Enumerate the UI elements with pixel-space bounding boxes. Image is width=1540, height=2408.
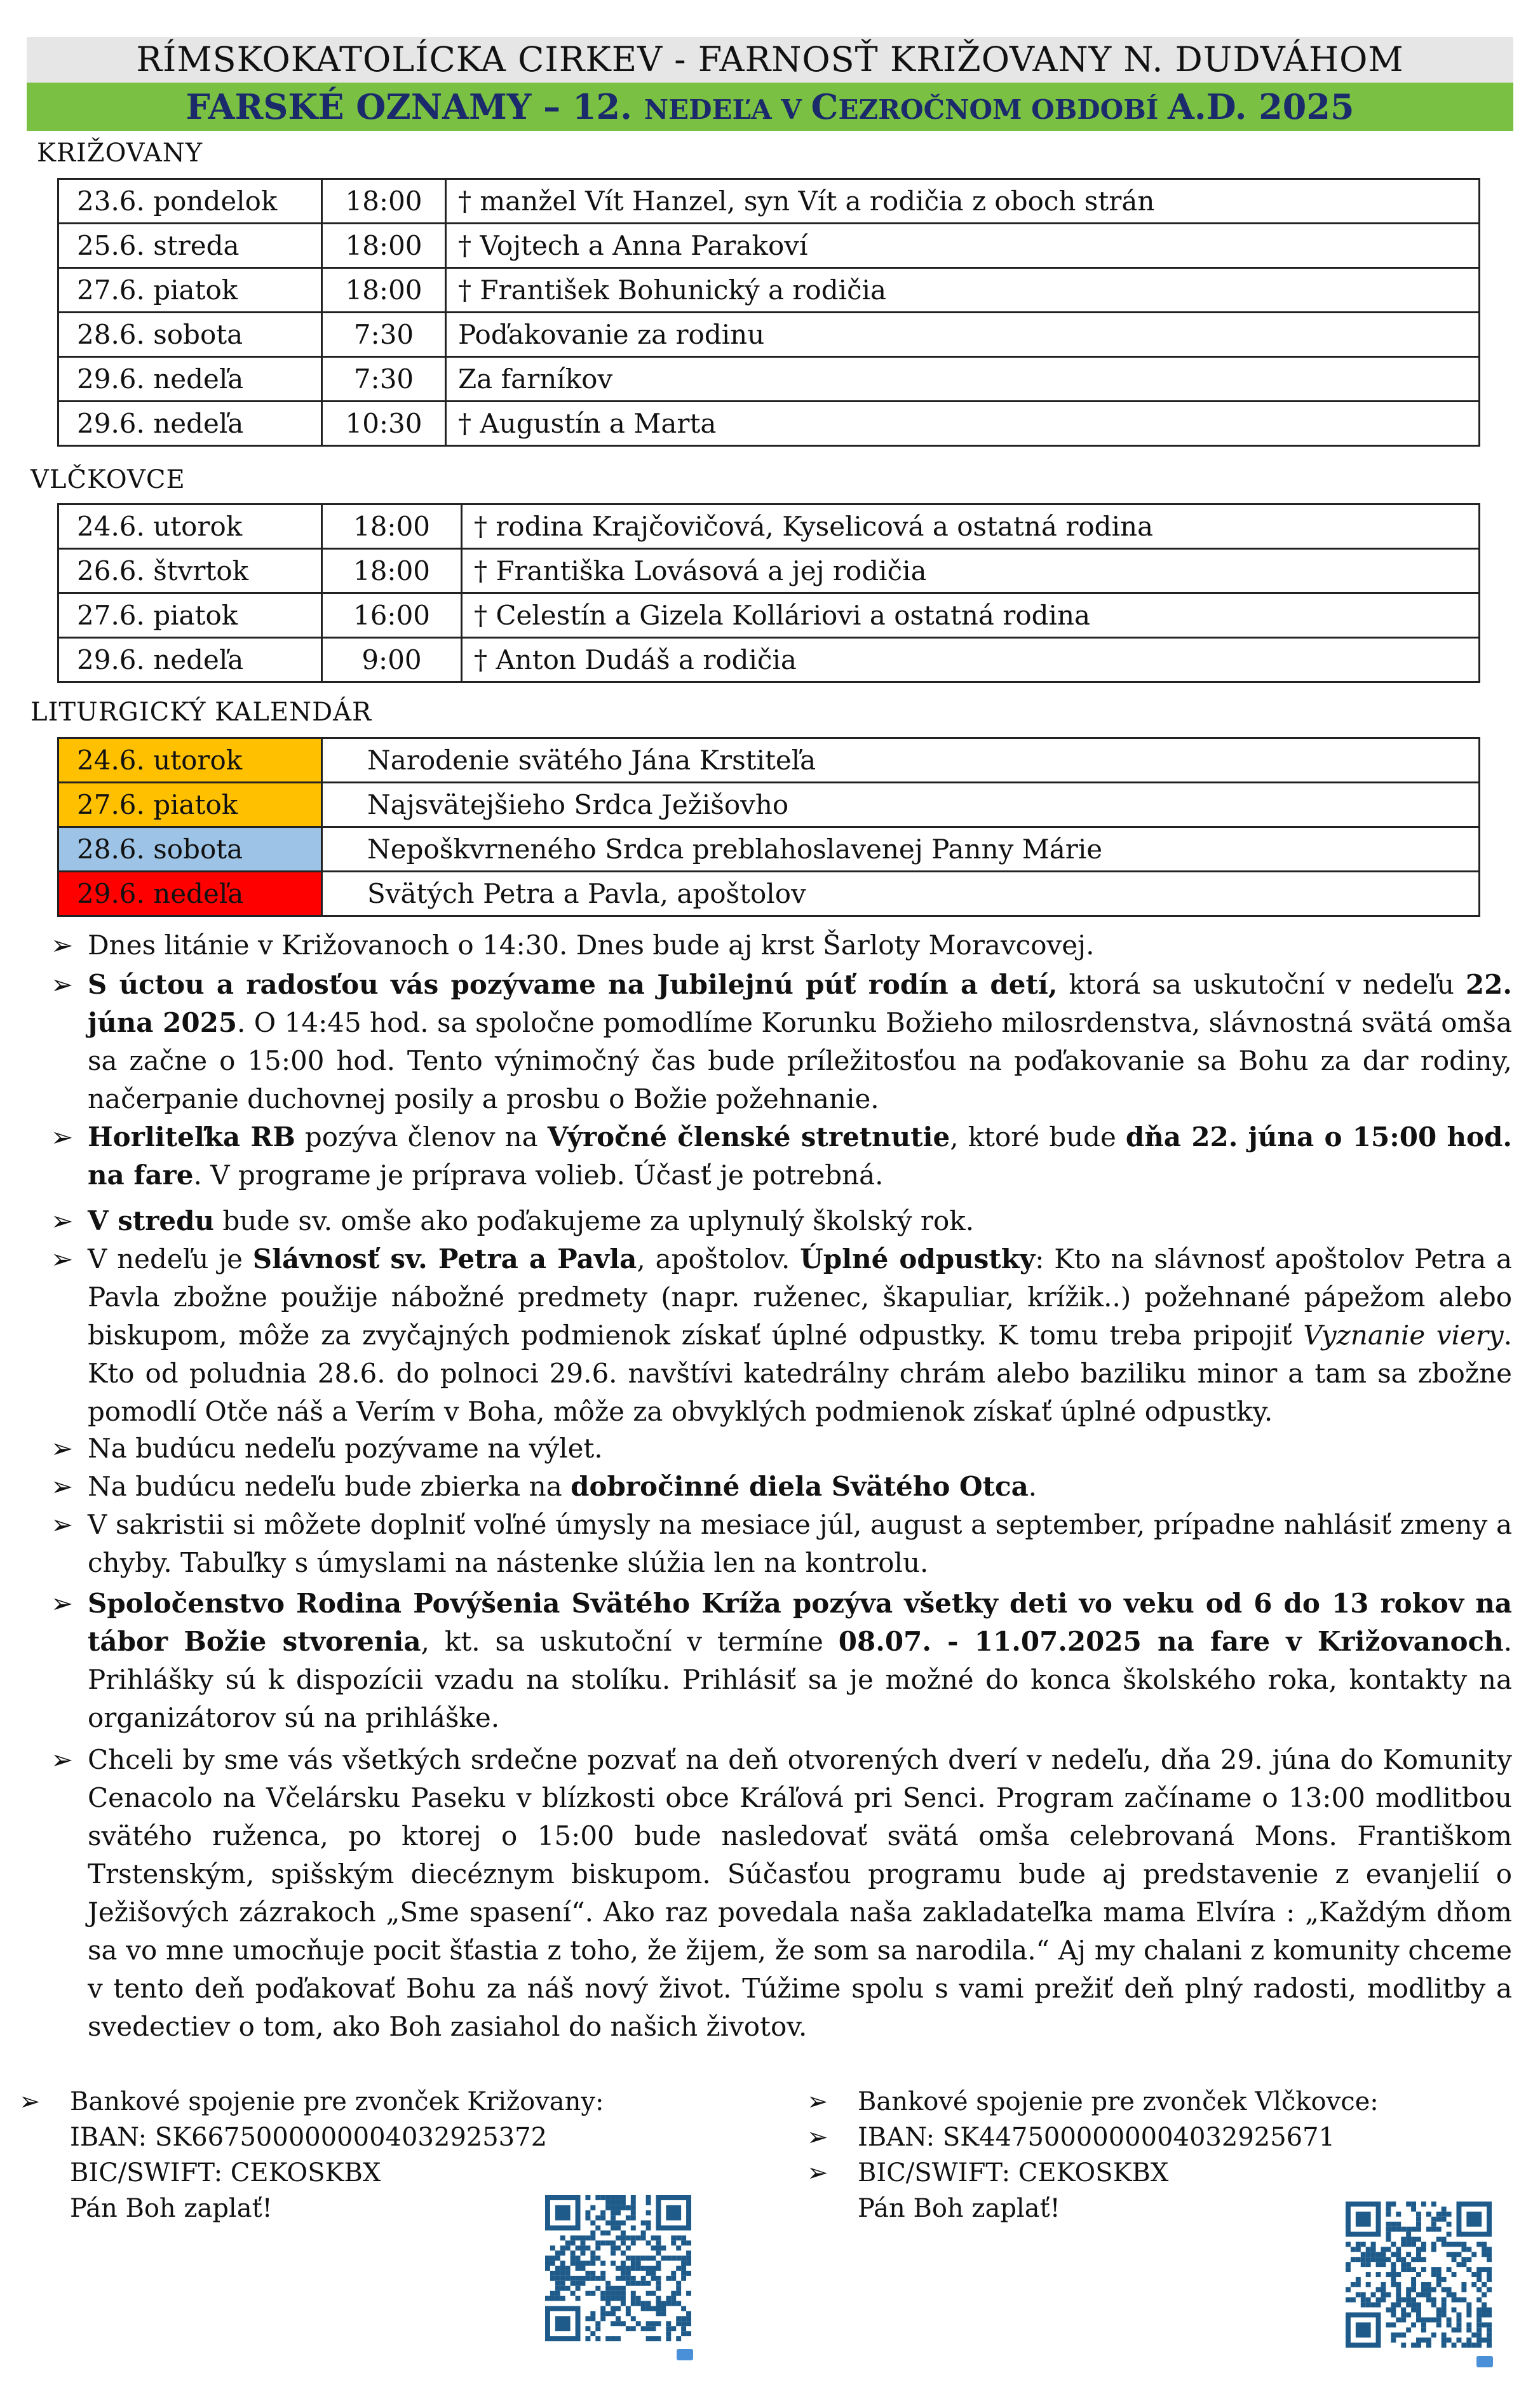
bank-text: Bankové spojenie pre zvonček Vlčkovce: <box>858 2087 1379 2116</box>
mass-intention: † Anton Dudáš a rodičia <box>462 638 1480 682</box>
mass-time: 18:00 <box>322 504 462 549</box>
calendar-row <box>58 738 1480 783</box>
mass-intention: † manžel Vít Hanzel, syn Vít a rodičia z oboch strán <box>446 179 1480 224</box>
schedule-row <box>58 638 1480 682</box>
vlckovce-schedule <box>57 503 1480 683</box>
text-run: . Kto od poludnia 28.6. do polnoci 29.6. navštívi katedrálny chrám alebo baziliku minor a tam sa zbožne pomodlí Otče náš a Verím v Boha, môže za obvyklých podmienok získať úplné odpustky. <box>88 1320 1512 1427</box>
mass-time: 18:00 <box>322 549 462 593</box>
calendar-row <box>58 827 1480 872</box>
announcement-item <box>51 1118 1512 1194</box>
mass-time: 9:00 <box>322 638 462 682</box>
emphasis: dňa 22. júna o 15:00 hod. na fare <box>88 1121 1512 1191</box>
parish-title <box>27 37 1513 83</box>
arrow-bullet-icon: ➢ <box>51 1744 74 1775</box>
announcement-item <box>51 1202 1512 1240</box>
mass-date: 23.6. pondelok <box>58 179 322 224</box>
text-run: , kt. sa uskutoční v termíne <box>421 1626 839 1657</box>
arrow-bullet-icon: ➢ <box>807 2087 828 2116</box>
text-run: . O 14:45 hod. sa spoločne pomodlíme Korunku Božieho milosrdenstva, slávnostná svätá omša sa začne o 15:00 hod. Tento výnimočný čas bude príležitosťou na poďakovanie sa Bohu za dar rodiny, načerpanie duchovnej posily a prosbu o Božie požehnanie. <box>88 1007 1512 1114</box>
arrow-bullet-icon: ➢ <box>51 969 74 1000</box>
mass-date: 27.6. piatok <box>58 268 322 313</box>
title-part: EZROČNOM OBDOBÍ <box>838 94 1168 125</box>
bank-line <box>19 2155 750 2191</box>
text-run: pozýva členov na <box>295 1121 548 1153</box>
title-part: C <box>811 86 839 127</box>
emphasis: dobročinné diela Svätého Otca <box>571 1471 1029 1502</box>
iban-text: IBAN: SK6675000000004032925372 <box>70 2123 548 2152</box>
arrow-bullet-icon: ➢ <box>51 1471 74 1502</box>
announcement-item <box>51 1240 1512 1431</box>
mass-time: 18:00 <box>322 224 446 268</box>
krizovany-schedule <box>57 178 1480 447</box>
title-part: A.D. 2025 <box>1168 86 1354 127</box>
mass-time: 7:30 <box>322 313 446 357</box>
mass-time: 7:30 <box>322 357 446 402</box>
emphasis: Úplné odpustky <box>800 1243 1036 1275</box>
announcement-item <box>51 1585 1512 1737</box>
mass-date: 27.6. piatok <box>58 593 322 638</box>
bank-text: Bankové spojenie pre zvonček Križovany: <box>70 2087 604 2116</box>
announcement-item <box>51 1468 1512 1506</box>
announcement-text <box>88 1468 1512 1506</box>
mass-time: 10:30 <box>322 402 446 446</box>
schedule-row <box>58 549 1480 593</box>
text-run: . V programe je príprava volieb. Účasť je potrebná. <box>193 1160 884 1191</box>
text-run: bude sv. omše ako poďakujeme za uplynulý školský rok. <box>214 1205 975 1236</box>
mass-time: 18:00 <box>322 268 446 313</box>
emphasis: 22. júna 2025 <box>88 969 1512 1038</box>
announcement-item <box>51 966 1512 1118</box>
announcement-text: V sakristii si môžete doplniť voľné úmysly na mesiace júl, august a september, prípadne nahlásiť zmeny a chyby. Tabuľky s úmyslami na nástenke slúžia len na kontrolu. <box>88 1509 1512 1578</box>
mass-date: 29.6. nedeľa <box>58 357 322 402</box>
announcement-item <box>51 1506 1512 1582</box>
announcements-title <box>27 83 1513 131</box>
announcement-item <box>51 1741 1512 2046</box>
feast-date: 27.6. piatok <box>58 783 322 827</box>
mass-date: 25.6. streda <box>58 224 322 268</box>
arrow-bullet-icon: ➢ <box>51 1243 74 1275</box>
pay-badge-icon <box>1476 2356 1493 2367</box>
emphasis-italic: Vyznanie viery <box>1303 1320 1504 1351</box>
mass-intention: Poďakovanie za rodinu <box>446 313 1480 357</box>
announcement-text <box>88 1240 1512 1431</box>
feast-name: Svätých Petra a Pavla, apoštolov <box>322 872 1480 916</box>
calendar-row <box>58 783 1480 827</box>
mass-time: 18:00 <box>322 179 446 224</box>
arrow-bullet-icon: ➢ <box>51 930 74 961</box>
mass-intention: † Vojtech a Anna Parakoví <box>446 224 1480 268</box>
bank-line <box>19 2084 750 2120</box>
schedule-row <box>58 593 1480 638</box>
arrow-bullet-icon: ➢ <box>51 1121 74 1153</box>
arrow-bullet-icon: ➢ <box>19 2087 41 2116</box>
arrow-bullet-icon: ➢ <box>51 1509 74 1540</box>
bank-line <box>807 2120 1506 2155</box>
section-title-vlckovce: VLČKOVCE <box>30 465 186 494</box>
feast-date: 24.6. utorok <box>58 738 322 783</box>
mass-date: 29.6. nedeľa <box>58 638 322 682</box>
swift-text: BIC/SWIFT: CEKOSKBX <box>858 2158 1169 2188</box>
feast-date: 28.6. sobota <box>58 827 322 872</box>
text-run: V nedeľu je <box>88 1243 253 1275</box>
mass-date: 28.6. sobota <box>58 313 322 357</box>
arrow-bullet-icon: ➢ <box>51 1588 74 1619</box>
emphasis: Horliteľka RB <box>88 1121 295 1153</box>
mass-intention: † Františka Lovásová a jej rodičia <box>462 549 1480 593</box>
schedule-row <box>58 357 1480 402</box>
announcement-text: Na budúcu nedeľu pozývame na výlet. <box>88 1433 603 1464</box>
announcement-text <box>88 966 1512 1118</box>
schedule-row <box>58 179 1480 224</box>
text-run: : Kto na slávnosť apoštolov Petra a Pavla zbožne použije nábožné predmety (napr. ruženec, škapuliar, krížik..) požehnané pápežom alebo biskupom, môže za zvyčajných podmienok získať úplné odpustky. K tomu treba pripojiť <box>88 1243 1513 1351</box>
schedule-row <box>58 224 1480 268</box>
emphasis: V stredu <box>88 1205 215 1236</box>
mass-intention: † Celestín a Gizela Kolláriovi a ostatná rodina <box>462 593 1480 638</box>
schedule-row <box>58 313 1480 357</box>
arrow-bullet-icon: ➢ <box>807 2123 828 2152</box>
announcement-text <box>88 1585 1512 1737</box>
section-title-krizovany: KRIŽOVANY <box>37 139 203 168</box>
text-run: , ktoré bude <box>950 1121 1126 1153</box>
iban-text: IBAN: SK4475000000004032925671 <box>858 2123 1335 2152</box>
mass-intention: † František Bohunický a rodičia <box>446 268 1480 313</box>
emphasis: 08.07. - 11.07.2025 na fare v Križovanoch <box>838 1626 1504 1657</box>
pay-badge-icon <box>677 2349 693 2360</box>
bank-line <box>807 2155 1506 2191</box>
calendar-row <box>58 872 1480 916</box>
emphasis: Slávnosť sv. Petra a Pavla <box>252 1243 637 1275</box>
bank-line <box>19 2120 750 2155</box>
qr-code-icon <box>1346 2202 1492 2348</box>
section-title-calendar: LITURGICKÝ KALENDÁR <box>30 698 372 727</box>
mass-intention: † rodina Krajčovičová, Kyselicová a ostatná rodina <box>462 504 1480 549</box>
schedule-row <box>58 268 1480 313</box>
text-run: . <box>1028 1471 1037 1502</box>
mass-intention: † Augustín a Marta <box>446 402 1480 446</box>
announcement-text <box>88 1118 1512 1194</box>
title-part: FARSKÉ OZNAMY – <box>186 86 572 127</box>
emphasis: Výročné členské stretnutie <box>547 1121 950 1153</box>
text-run: . Prihlášky sú k dispozícii vzadu na stolíku. Prihlásiť sa je možné do konca školského roka, kontakty na organizátorov sú na prihláške. <box>88 1626 1512 1733</box>
text-run: , apoštolov. <box>637 1243 800 1275</box>
announcement-text: Dnes litánie v Križovanoch o 14:30. Dnes bude aj krst Šarloty Moravcovej. <box>88 930 1095 961</box>
feast-name: Narodenie svätého Jána Krstiteľa <box>322 738 1480 783</box>
feast-name: Najsvätejšieho Srdca Ježišovho <box>322 783 1480 827</box>
title-part: 12. <box>572 86 644 127</box>
arrow-bullet-icon: ➢ <box>51 1433 74 1464</box>
bank-line <box>807 2084 1506 2120</box>
feast-date: 29.6. nedeľa <box>58 872 322 916</box>
mass-date: 29.6. nedeľa <box>58 402 322 446</box>
emphasis: S úctou a radosťou vás pozývame na Jubilejnú púť rodín a detí, <box>88 969 1058 1000</box>
arrow-bullet-icon: ➢ <box>807 2158 828 2188</box>
announcement-text <box>88 1202 1512 1240</box>
mass-time: 16:00 <box>322 593 462 638</box>
announcement-item <box>51 1430 1512 1468</box>
emphasis: Spoločenstvo Rodina Povýšenia Svätého Kríža pozýva všetky deti vo veku od 6 do 13 rokov na tábor Božie stvorenia <box>88 1588 1512 1657</box>
feast-name: Nepoškvrneného Srdca preblahoslavenej Panny Márie <box>322 827 1480 872</box>
announcement-text: Chceli by sme vás všetkých srdečne pozvať na deň otvorených dverí v nedeľu, dňa 29. júna do Komunity Cenacolo na Včelársku Paseku v blízkosti obce Kráľová pri Senci. Program začíname o 13:00 modlitbou svätého ruženca, po ktorej o 15:00 bude nasledovať svätá omša celebrovaná Mons. Františkom Trstenským, spišským diecéznym biskupom. Súčasťou programu bude aj predstavenie z evanjelií o Ježišových zázrakoch „Sme spasení“. Ako raz povedala naša zakladateľka mama Elvíra : „Každým dňom sa vo mne umocňuje pocit šťastia z toho, že žijem, že som sa narodila.“ Aj my chalani z komunity chceme v tento deň poďakovať Bohu za náš nový život. Túžime spolu s vami prežiť deň plný radosti, modlitby a svedectiev o tom, ako Boh zasiahol do našich životov. <box>88 1744 1512 2042</box>
mass-date: 24.6. utorok <box>58 504 322 549</box>
thanks-text: Pán Boh zaplať! <box>70 2194 273 2223</box>
mass-intention: Za farníkov <box>446 357 1480 402</box>
swift-text: BIC/SWIFT: CEKOSKBX <box>70 2158 381 2188</box>
mass-date: 26.6. štvrtok <box>58 549 322 593</box>
schedule-row <box>58 504 1480 549</box>
arrow-bullet-icon: ➢ <box>51 1205 74 1236</box>
qr-code-icon <box>545 2195 691 2341</box>
parish-title-text: RÍMSKOKATOLÍCKA CIRKEV - FARNOSŤ KRIŽOVANY N. DUDVÁHOM <box>136 39 1404 79</box>
thanks-text: Pán Boh zaplať! <box>858 2194 1060 2223</box>
liturgical-calendar <box>57 737 1480 917</box>
schedule-row <box>58 402 1480 446</box>
text-run: Na budúcu nedeľu bude zbierka na <box>88 1471 571 1502</box>
text-run: ktorá sa uskutoční v nedeľu <box>1057 969 1466 1000</box>
title-part: NEDEĽA V <box>644 94 811 125</box>
announcement-item <box>51 926 1512 964</box>
